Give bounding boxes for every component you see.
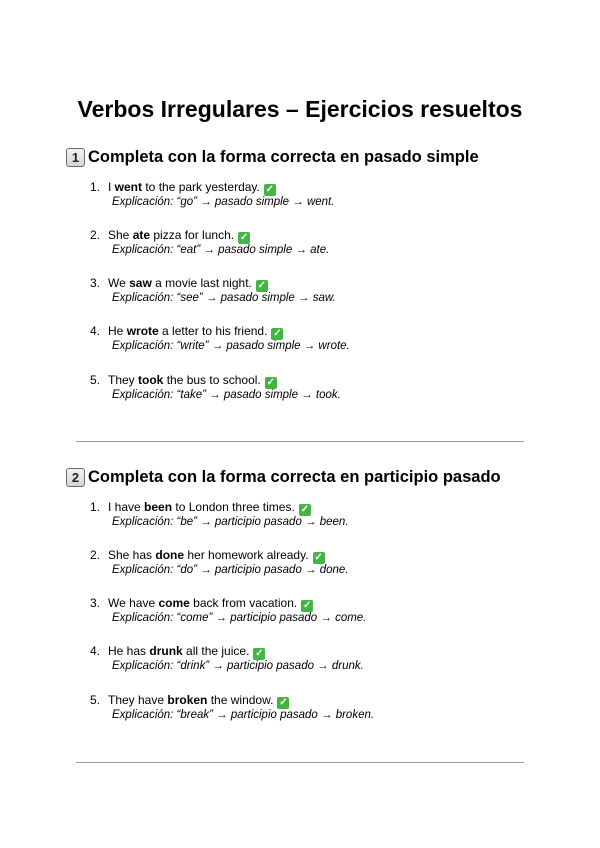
check-mark-icon: ✓ <box>279 697 288 708</box>
item-number: 3. <box>89 276 100 290</box>
item-number: 4. <box>89 644 100 658</box>
answer-verb: went <box>114 180 143 194</box>
item-number: 1. <box>89 180 100 194</box>
check-mark-icon: ✓ <box>314 552 323 563</box>
sentence: I went to the park yesterday. ✓ <box>108 180 275 195</box>
keycap-one-icon: 1 <box>66 148 85 167</box>
item-number: 5. <box>89 693 100 707</box>
sentence: We have come back from vacation. ✓ <box>108 596 312 611</box>
check-mark-icon: ✓ <box>265 184 275 195</box>
explanation: Explicación: “break” → participio pasado → broken. <box>112 709 375 721</box>
check-mark-icon: ✓ <box>303 600 312 611</box>
item-number: 2. <box>89 228 100 242</box>
list-item <box>0 276 600 310</box>
list-item <box>0 500 600 534</box>
section-heading-text: Completa con la forma correcta en pasado simple <box>88 148 479 166</box>
check-mark-icon: ✓ <box>300 504 309 515</box>
explanation: Explicación: “drink” → participio pasado → drunk. <box>112 660 364 672</box>
sentence: I have been to London three times. ✓ <box>108 500 309 515</box>
explanation: Explicación: “take” → pasado simple → took. <box>112 389 341 401</box>
answer-verb: come <box>158 596 190 610</box>
explanation: Explicación: “write” → pasado simple → wrote. <box>112 340 350 352</box>
explanation: Explicación: “see” → pasado simple → saw. <box>112 292 336 304</box>
check-mark-icon: ✓ <box>257 280 267 291</box>
answer-verb: ate <box>132 228 151 242</box>
answer-verb: done <box>155 548 185 562</box>
sentence: She has done her homework already. ✓ <box>108 548 323 563</box>
sentence: He wrote a letter to his friend. ✓ <box>108 324 282 339</box>
check-mark-icon: ✓ <box>266 377 275 388</box>
check-mark-icon: ✓ <box>255 648 264 659</box>
item-number: 5. <box>89 373 100 387</box>
item-number: 4. <box>89 324 100 338</box>
explanation: Explicación: “do” → participio pasado → done. <box>112 564 349 576</box>
explanation: Explicación: “go” → pasado simple → went. <box>112 196 335 208</box>
sentence: We saw a movie last night. ✓ <box>108 276 267 291</box>
section-divider <box>76 441 524 442</box>
answer-verb: wrote <box>126 324 159 338</box>
sentence: She ate pizza for lunch. ✓ <box>108 228 249 243</box>
explanation: Explicación: “be” → participio pasado → been. <box>112 516 349 528</box>
list-item <box>0 596 600 630</box>
section-divider <box>76 762 524 763</box>
list-item <box>0 373 600 407</box>
item-number: 1. <box>89 500 100 514</box>
sentence: They have broken the window. ✓ <box>108 693 288 708</box>
sentence: They took the bus to school. ✓ <box>108 373 275 388</box>
answer-verb: took <box>138 373 164 387</box>
list-item <box>0 548 600 582</box>
list-item <box>0 228 600 262</box>
item-number: 2. <box>89 548 100 562</box>
check-mark-icon: ✓ <box>239 232 249 243</box>
answer-verb: saw <box>129 276 152 290</box>
answer-verb: broken <box>167 693 208 707</box>
check-mark-icon: ✓ <box>273 328 282 339</box>
list-item <box>0 324 600 358</box>
section-heading-text: Completa con la forma correcta en participio pasado <box>88 468 501 486</box>
sentence: He has drunk all the juice. ✓ <box>108 644 264 659</box>
item-number: 3. <box>89 596 100 610</box>
answer-verb: drunk <box>149 644 183 658</box>
section-heading <box>66 466 501 488</box>
list-item <box>0 180 600 214</box>
section-heading <box>66 146 479 168</box>
list-item <box>0 693 600 727</box>
list-item <box>0 644 600 678</box>
explanation: Explicación: “come” → participio pasado → come. <box>112 612 367 624</box>
answer-verb: been <box>144 500 173 514</box>
explanation: Explicación: “eat” → pasado simple → ate. <box>112 244 330 256</box>
page-title: Verbos Irregulares – Ejercicios resueltos <box>77 96 523 122</box>
keycap-two-icon: 2 <box>66 468 85 487</box>
